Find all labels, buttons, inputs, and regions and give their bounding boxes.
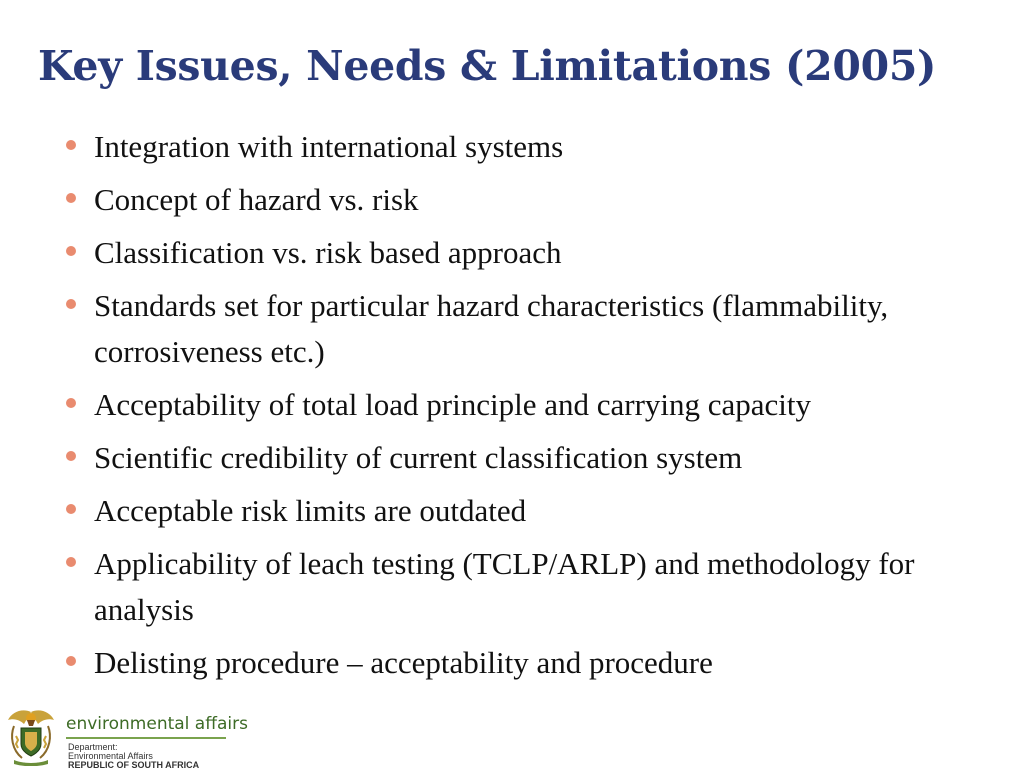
country-name: REPUBLIC OF SOUTH AFRICA bbox=[68, 760, 200, 770]
bullet-icon bbox=[66, 451, 76, 461]
bullet-icon bbox=[66, 140, 76, 150]
bullet-icon bbox=[66, 504, 76, 514]
bullet-icon bbox=[66, 398, 76, 408]
bullet-text: Classification vs. risk based approach bbox=[94, 235, 562, 270]
bullet-text: Acceptability of total load principle and carrying capacity bbox=[94, 387, 812, 422]
bullet-item bbox=[64, 541, 994, 633]
bullet-item bbox=[64, 124, 994, 170]
bullet-list bbox=[64, 124, 994, 693]
bullet-text: Acceptable risk limits are outdated bbox=[94, 493, 527, 528]
bullet-item bbox=[64, 230, 994, 276]
bullet-text: Applicability of leach testing (TCLP/ARLP) and methodology for analysis bbox=[94, 546, 915, 627]
bullet-text: Delisting procedure – acceptability and procedure bbox=[94, 645, 713, 680]
department-label: Department: bbox=[68, 742, 118, 752]
bullet-item bbox=[64, 177, 994, 223]
bullet-text: Integration with international systems bbox=[94, 129, 564, 164]
slide-title: Key Issues, Needs & Limitations (2005) bbox=[38, 42, 937, 90]
brand-name: environmental affairs bbox=[66, 714, 248, 734]
bullet-icon bbox=[66, 557, 76, 567]
bullet-icon bbox=[66, 193, 76, 203]
bullet-item bbox=[64, 283, 994, 375]
bullet-text: Scientific credibility of current classification system bbox=[94, 440, 743, 475]
brand-divider bbox=[66, 737, 226, 739]
footer-logo bbox=[2, 706, 248, 770]
bullet-item bbox=[64, 488, 994, 534]
bullet-text: Concept of hazard vs. risk bbox=[94, 182, 419, 217]
bullet-text: Standards set for particular hazard characteristics (flammability, corrosiveness etc.) bbox=[94, 288, 889, 369]
bullet-item bbox=[64, 435, 994, 481]
bullet-item bbox=[64, 640, 994, 686]
bullet-icon bbox=[66, 656, 76, 666]
bullet-item bbox=[64, 382, 994, 428]
coat-of-arms-icon bbox=[4, 706, 58, 766]
department-name: Environmental Affairs bbox=[68, 751, 153, 761]
bullet-icon bbox=[66, 246, 76, 256]
bullet-icon bbox=[66, 299, 76, 309]
